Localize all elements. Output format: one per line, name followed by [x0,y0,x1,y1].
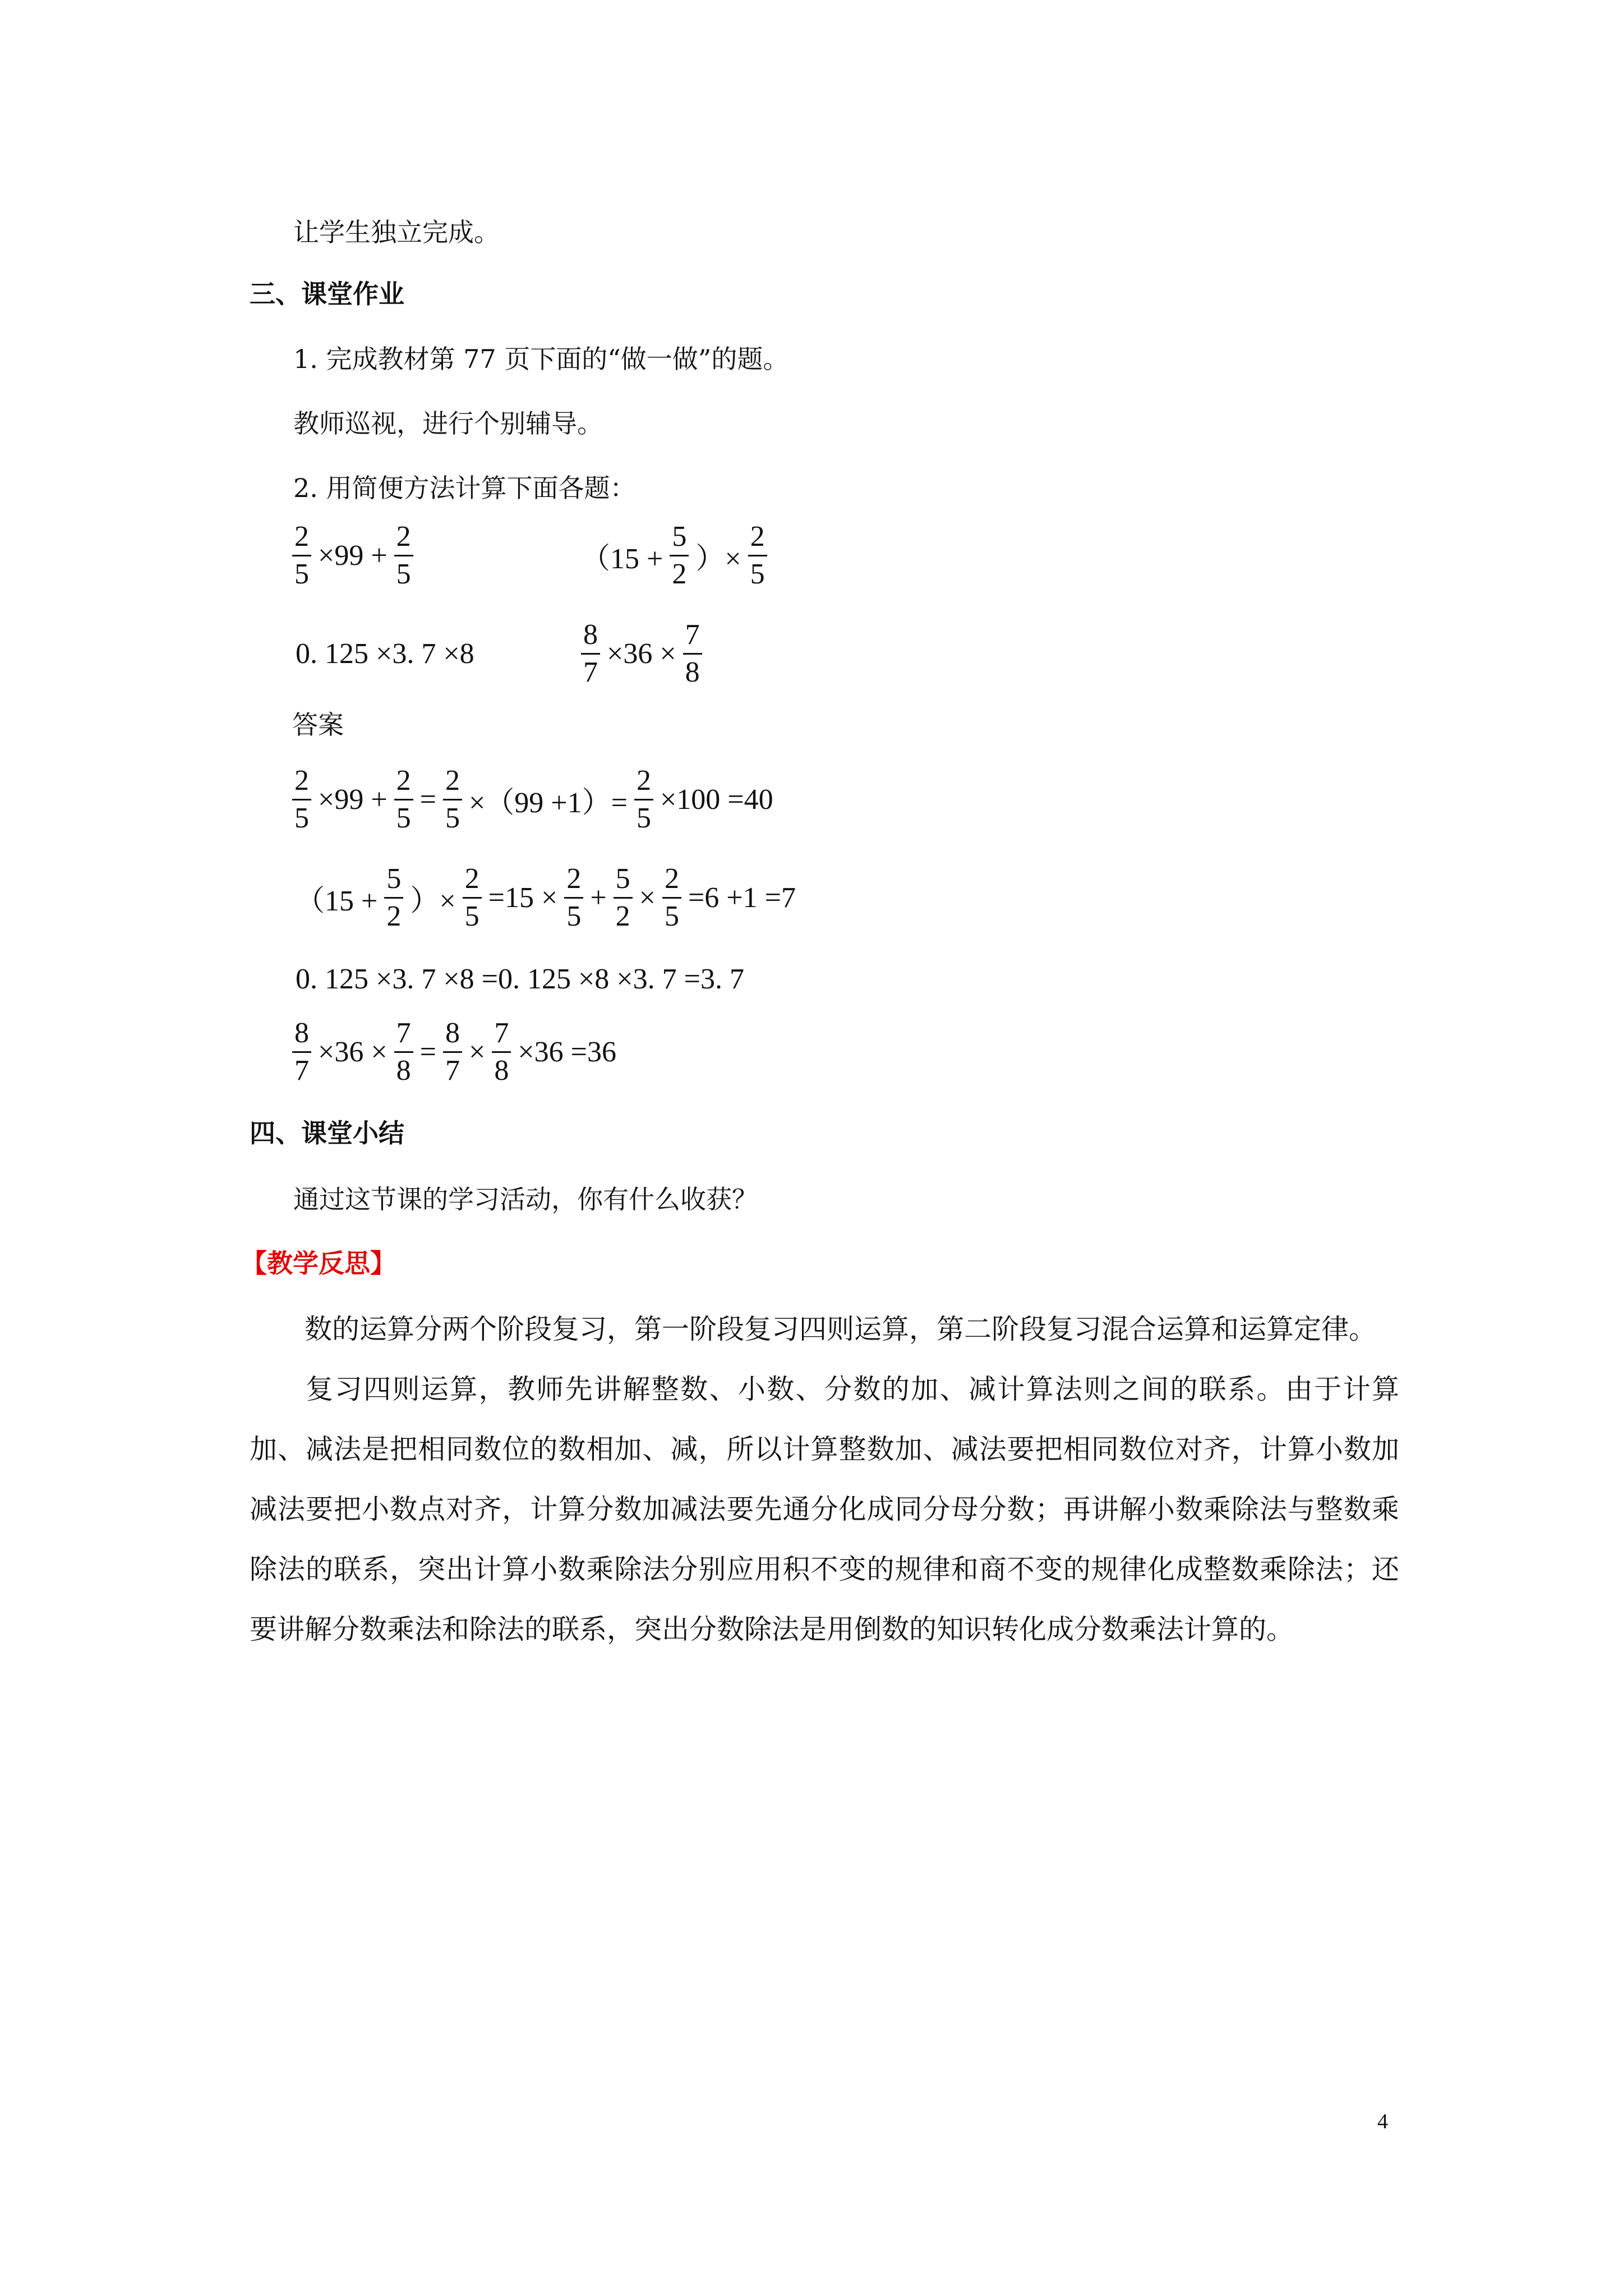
intro-line: 让学生独立完成。 [293,217,500,247]
section-4-title: 四、课堂小结 [250,1118,404,1148]
fraction: $\frac{2}{5}$ [634,766,653,833]
reflection-paragraph-2: 复习四则运算，教师先讲解整数、小数、分数的加、减计算法则之间的联系。由于计算加、减法是把相同数位的数相加、减，所以计算整数加、减法要把相同数位对齐，计算小数加减法要把小数点对齐，计算分数加减法要先通分化成同分母分数；再讲解小数乘除法与整数乘除法的联系，突出计算小数乘除法分别应用积不变的规律和商不变的规律化成整数乘除法；还要讲解分数乘法和除法的联系，突出分数除法是用倒数的知识转化成分数乘法计算的。 [250,1373,1399,1645]
fraction: $\frac{8}{7}$ [581,620,600,687]
answer-2: （15 + $\frac{5}{2}$ ）× $\frac{2}{5}$ =15 × $\frac{2}{5}$ + $\frac{5}{2}$ × $\frac{2}{5}$ =6 +1 =7 [296,862,796,932]
reflection-paragraph-1: 数的运算分两个阶段复习，第一阶段复习四则运算，第二阶段复习混合运算和运算定律。 [305,1313,1377,1345]
answer-label: 答案 [292,710,344,740]
answer-3: 0. 125 ×3. 7 ×8 =0. 125 ×8 ×3. 7 =3. 7 [296,963,744,995]
fraction: $\frac{8}{7}$ [292,1019,311,1085]
summary-question: 通过这节课的学习活动，你有什么收获？ [293,1184,758,1214]
fraction: $\frac{2}{5}$ [662,864,681,931]
fraction: $\frac{7}{8}$ [394,1019,413,1085]
problem-1: $\frac{2}{5}$ ×99 + $\frac{2}{5}$ [289,513,417,597]
fraction: $\frac{5}{2}$ [614,864,633,931]
section-3-title: 三、课堂作业 [250,279,404,309]
fraction: $\frac{5}{2}$ [384,864,403,931]
fraction: $\frac{2}{5}$ [748,522,767,589]
fraction: $\frac{7}{8}$ [683,620,702,687]
fraction: $\frac{7}{8}$ [492,1019,511,1085]
fraction: $\frac{2}{5}$ [394,522,413,589]
reflection-title: 【教学反思】 [241,1248,396,1278]
answer-1: $\frac{2}{5}$ ×99 + $\frac{2}{5}$ = $\frac{2}{5}$ ×（99 +1）= $\frac{2}{5}$ ×100 =40 [289,757,777,841]
problem-4: $\frac{8}{7}$ ×36 × $\frac{7}{8}$ [578,611,706,696]
teacher-note: 教师巡视，进行个别辅导。 [293,408,603,439]
exercise-item-1: 1. 完成教材第 77 页下面的“做一做”的题。 [293,344,789,374]
fraction: $\frac{2}{5}$ [564,864,583,931]
exercise-item-2: 2. 用简便方法计算下面各题： [293,473,636,503]
fraction: $\frac{8}{7}$ [443,1019,462,1085]
answer-4: $\frac{8}{7}$ ×36 × $\frac{7}{8}$ = $\frac{8}{7}$ × $\frac{7}{8}$ ×36 =36 [289,1010,620,1094]
fraction: $\frac{5}{2}$ [670,522,689,589]
fraction: $\frac{2}{5}$ [292,766,311,833]
page-number: 4 [1377,2110,1388,2133]
fraction: $\frac{2}{5}$ [394,766,413,833]
fraction: $\frac{2}{5}$ [292,522,311,589]
problem-3: 0. 125 ×3. 7 ×8 [296,637,474,670]
problem-2: （15 + $\frac{5}{2}$ ）× $\frac{2}{5}$ [578,513,771,597]
fraction: $\frac{2}{5}$ [463,864,482,931]
fraction: $\frac{2}{5}$ [443,766,462,833]
